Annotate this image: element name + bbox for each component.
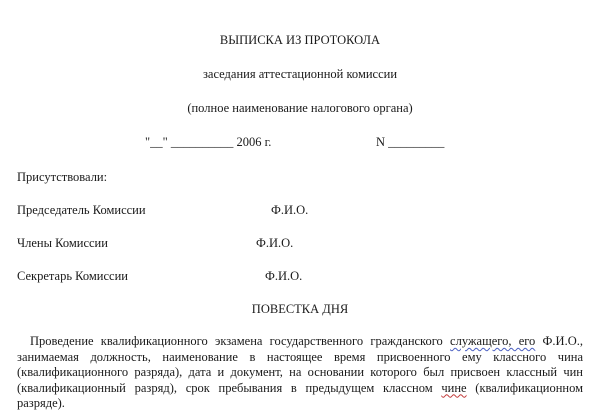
organization-placeholder: (полное наименование налогового органа) bbox=[187, 101, 413, 115]
agenda-text-3: (квалификационном разряде). bbox=[17, 380, 583, 410]
secretary-name: Ф.И.О. bbox=[265, 269, 303, 283]
agenda-text-1: Проведение квалификационного экзамена государственного гражданского bbox=[30, 334, 451, 348]
members-name: Ф.И.О. bbox=[256, 236, 294, 250]
chair-name: Ф.И.О. bbox=[271, 203, 309, 217]
members-label: Члены Комиссии bbox=[17, 236, 108, 250]
protocol-number-line: N _________ bbox=[376, 135, 445, 149]
document-title: ВЫПИСКА ИЗ ПРОТОКОЛА bbox=[219, 33, 381, 47]
agenda-heading: ПОВЕСТКА ДНЯ bbox=[251, 302, 349, 316]
agenda-paragraph bbox=[17, 334, 583, 412]
spellcheck-flagged-word: чине bbox=[441, 380, 467, 395]
secretary-label: Секретарь Комиссии bbox=[17, 269, 128, 283]
agenda-text-2: Ф.И.О., занимаемая должность, наименование в настоящее время присвоенного ему классного чина (квалификационного разряда), дата и документ, на основании которого был присвоен классный чин (квалификационный разряд), срок пребывания в предыдущем классном bbox=[17, 334, 583, 395]
spellcheck-flagged-text: служащего, его bbox=[450, 334, 536, 348]
date-line: "__" __________ 2006 г. bbox=[145, 135, 272, 149]
chair-label: Председатель Комиссии bbox=[17, 203, 146, 217]
present-label: Присутствовали: bbox=[17, 170, 108, 184]
document-subtitle: заседания аттестационной комиссии bbox=[202, 67, 398, 81]
